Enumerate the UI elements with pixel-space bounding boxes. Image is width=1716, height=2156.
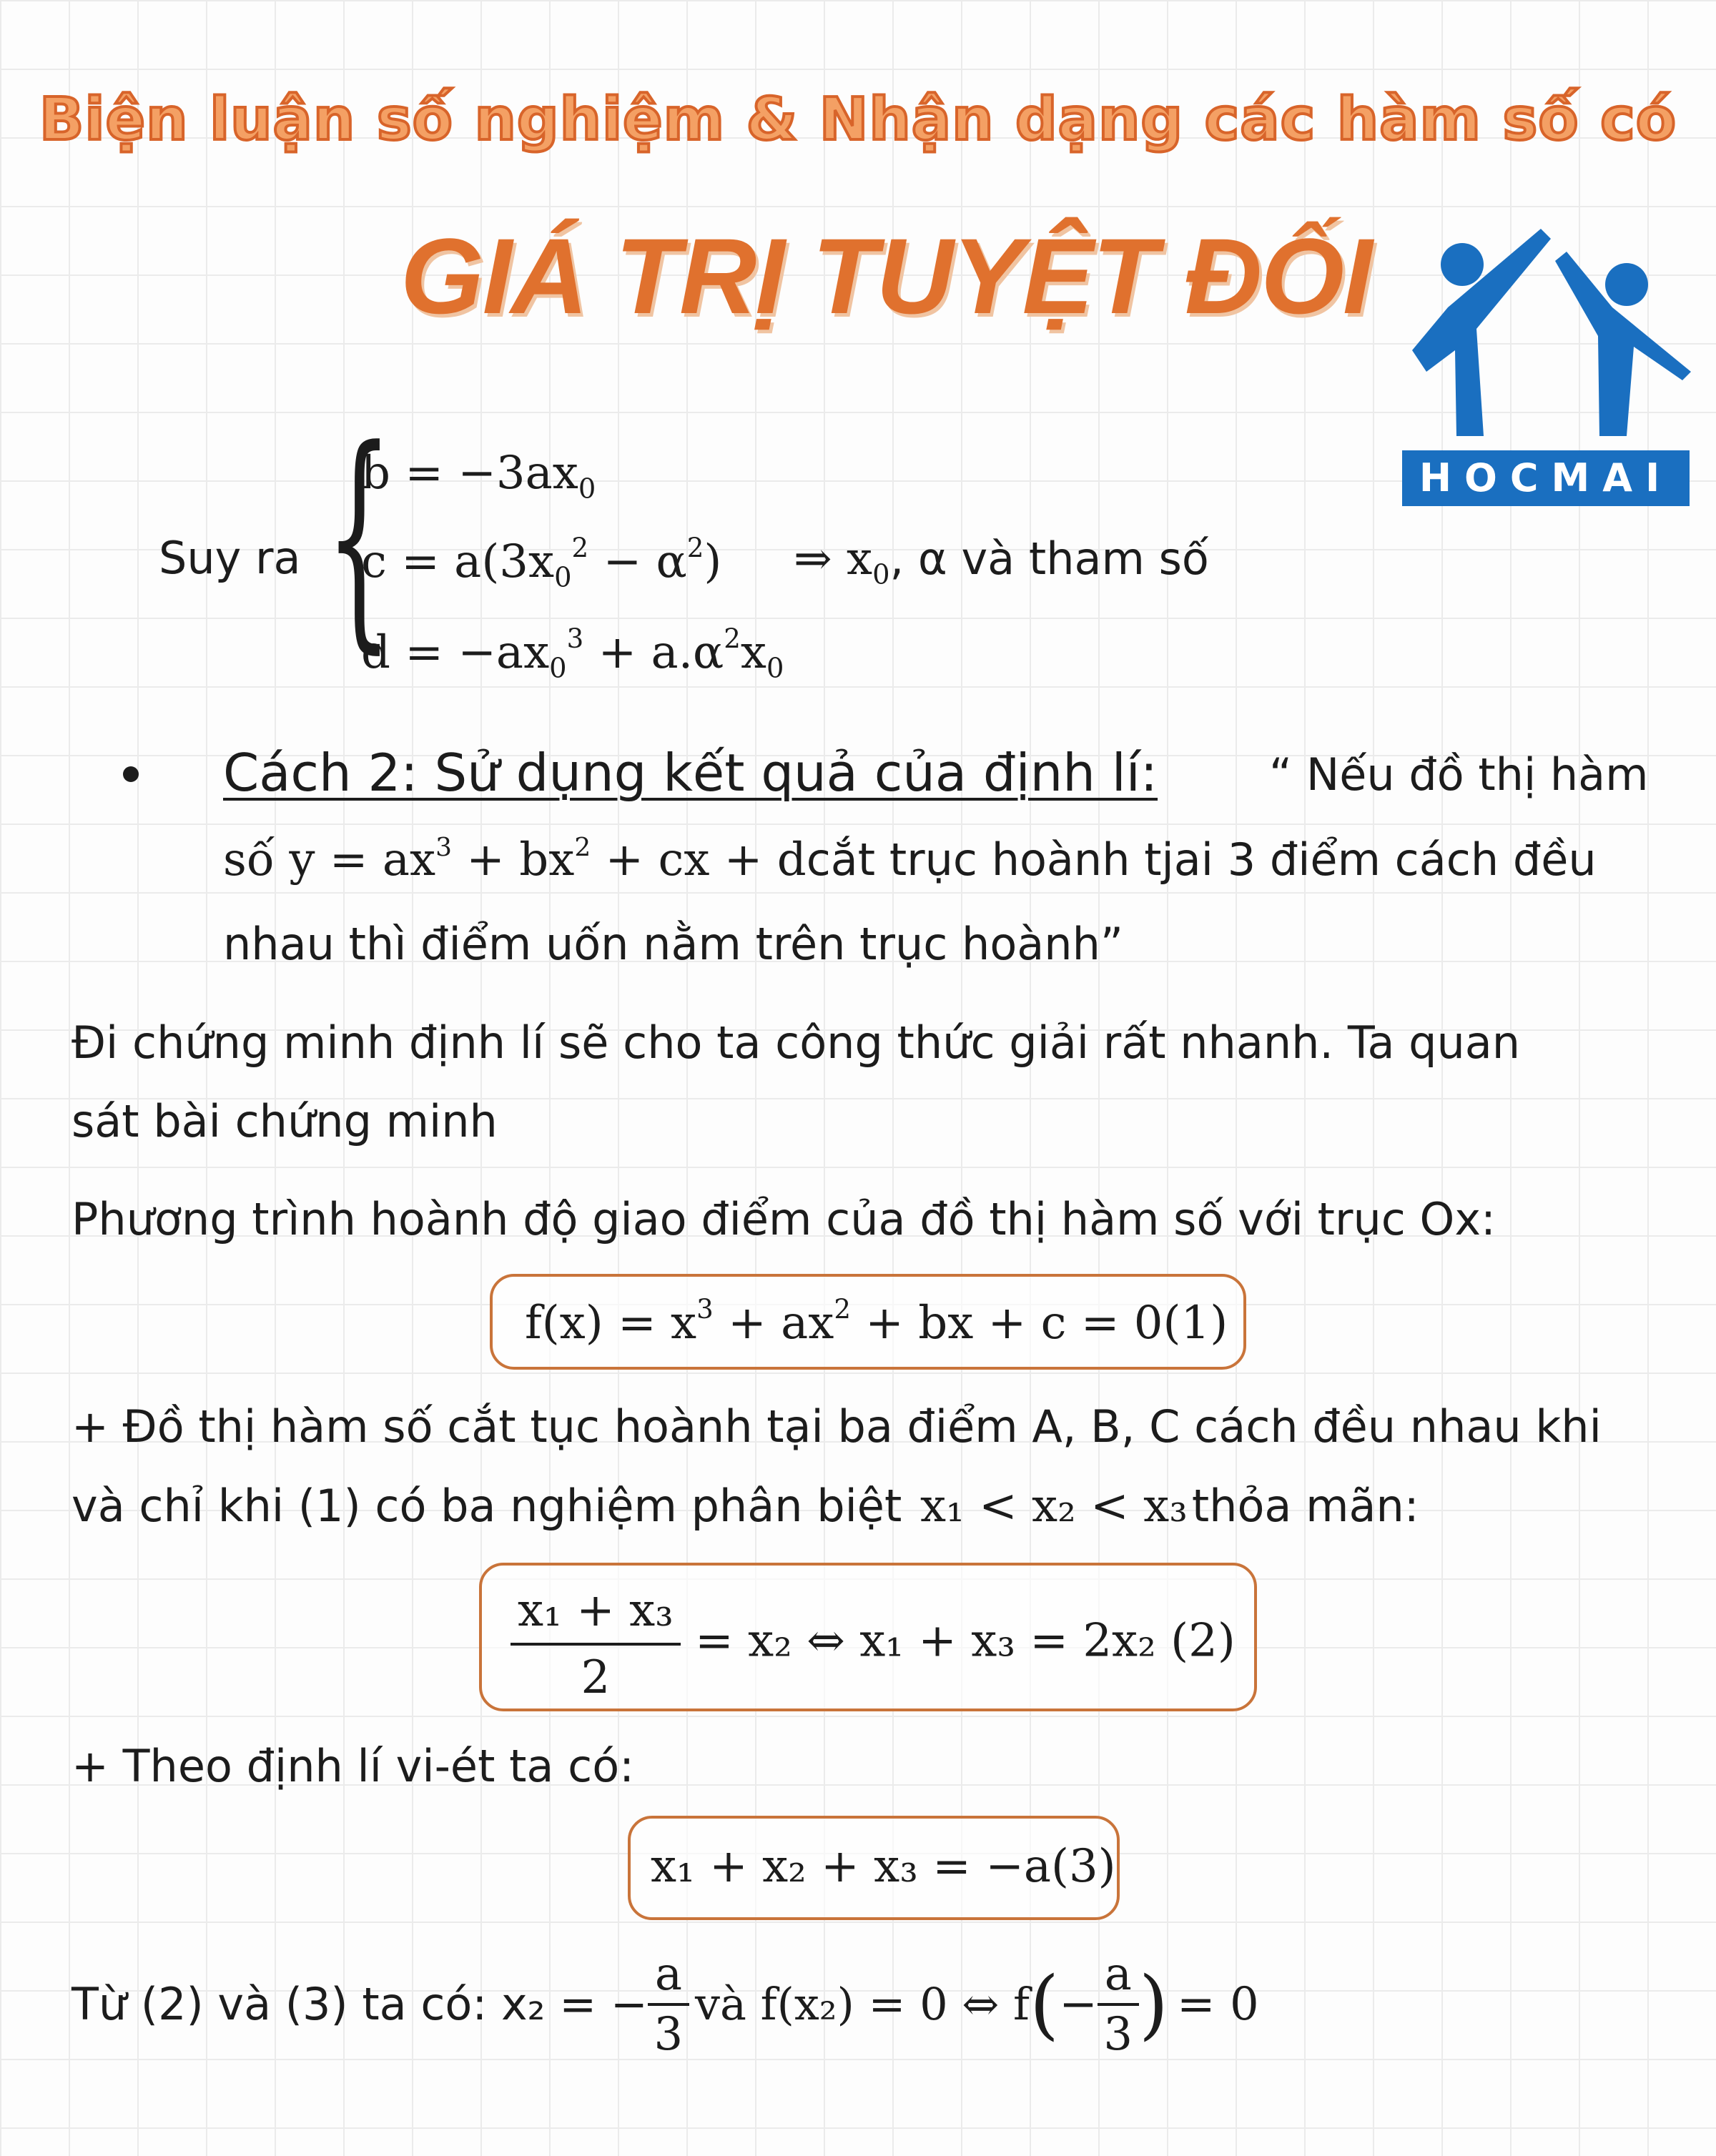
paragraph-2: Phương trình hoành độ giao điểm của đồ thị hàm số với trục Ox: bbox=[72, 1193, 1496, 1245]
paragraph-1-line-1: Đi chứng minh định lí sẽ cho ta công thức giải rất nhanh. Ta quan bbox=[72, 1017, 1521, 1069]
bullet-point bbox=[123, 766, 139, 782]
formula-1: $f(x) = x^3 + ax^2$ + bx + c = 0(1) bbox=[525, 1294, 1228, 1350]
paragraph-5: Từ (2) và (3) ta có: x₂ = − $\frac{a}{3}$ và f(x₂) = 0 ⇔ f ( − $\frac{a}{3}$ ) = 0 bbox=[72, 1948, 1259, 2061]
fraction-a-over-3: $\frac{a}{3}$ bbox=[648, 1952, 689, 2057]
method2-heading: Cách 2: Sử dụng kết quả của định lí: bbox=[223, 743, 1158, 803]
open-paren: ( bbox=[1029, 1960, 1060, 2049]
title-line-1: Biện luận số nghiệm & Nhận dạng các hàm số có bbox=[39, 86, 1677, 154]
system-result: ⇒ $x_0$, α và tham số bbox=[794, 533, 1209, 591]
fraction-x1-x3-over-2: $\frac{\text{x₁ + x₃}}{2}$ bbox=[511, 1584, 681, 1704]
fraction-a-over-3-inner: $\frac{a}{3}$ bbox=[1098, 1952, 1139, 2057]
paragraph-4: + Theo định lí vi-ét ta có: bbox=[72, 1740, 635, 1792]
system-lead: Suy ra bbox=[159, 532, 301, 584]
system-eq-2: $c = a(3x_0^2 - \alpha^2)$ bbox=[361, 533, 722, 594]
formula-box-3 bbox=[628, 1816, 1120, 1920]
method2-quote-line2: số $y = ax^3 + bx^2$ + cx + dcắt trục hoành tjai 3 điểm cách đều bbox=[223, 833, 1597, 886]
title-line-2: GIÁ TRỊ TUYỆT ĐỐI bbox=[400, 216, 1371, 336]
logo-text: HOCMAI bbox=[1402, 450, 1690, 506]
hocmai-logo bbox=[1398, 229, 1691, 508]
system-eq-1: $b = -3ax_0$ bbox=[361, 447, 596, 505]
system-eq-3: $d = -ax_0^3 + a.\alpha^2x_0$ bbox=[361, 623, 784, 685]
paragraph-3-line-2: và chỉ khi (1) có ba nghiệm phân biệt x₁ < x₂ < x₃thỏa mãn: bbox=[72, 1480, 1419, 1533]
logo-figures-icon bbox=[1398, 229, 1691, 450]
close-paren: ) bbox=[1138, 1960, 1168, 2049]
method2-quote-line3: nhau thì điểm uốn nằm trên trục hoành” bbox=[223, 918, 1123, 970]
formula-3: x₁ + x₂ + x₃ = −a(3) bbox=[651, 1840, 1116, 1893]
method2-quote-line1: “ Nếu đồ thị hàm bbox=[1269, 748, 1649, 801]
formula-2: $\frac{\text{x₁ + x₃}}{2}$ = x₂ ⇔ x₁ + x₃ = 2x₂ (2) bbox=[511, 1584, 1236, 1704]
paragraph-3-line-1: + Đồ thị hàm số cắt tục hoành tại ba điểm A, B, C cách đều nhau khi bbox=[72, 1400, 1602, 1453]
paragraph-1-line-2: sát bài chứng minh bbox=[72, 1095, 498, 1147]
formula-box-1 bbox=[490, 1274, 1246, 1370]
system-brace: { bbox=[325, 399, 393, 673]
formula-box-2 bbox=[479, 1563, 1257, 1711]
